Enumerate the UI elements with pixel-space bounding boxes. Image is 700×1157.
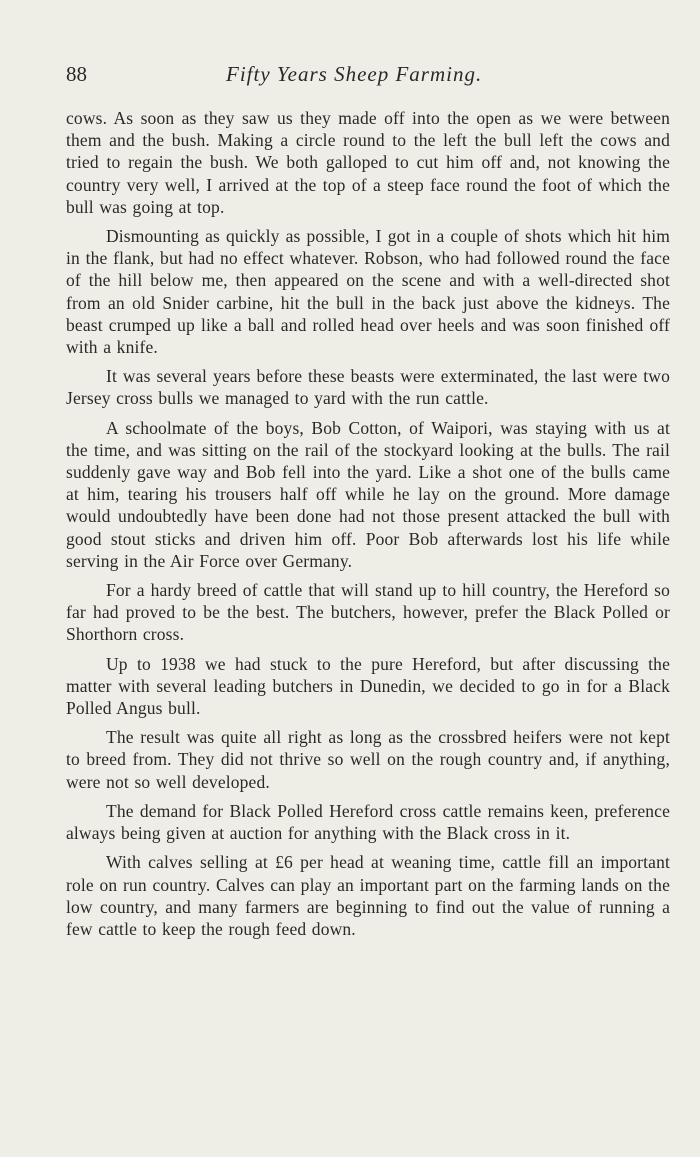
body-text [66,107,670,940]
paragraph-7: The result was quite all right as long as the crossbred heifers were not kept to breed from. They did not thrive so well on the rough country and, if anything, were not so well developed. [66,727,670,792]
paragraph-8: The demand for Black Polled Hereford cross cattle remains keen, preference always being given at auction for anything with the Black cross in it. [66,800,670,844]
paragraph-9: With calves selling at £6 per head at weaning time, cattle fill an important role on run country. Calves can play an important part on the farming lands on the low country, and many farmers are beginning to find out the value of running a few cattle to keep the rough feed down. [66,852,670,939]
paragraph-2: Dismounting as quickly as possible, I got in a couple of shots which hit him in the flank, but had no effect whatever. Robson, who had followed round the face of the hill below me, then appeared on the scene and with a well-directed shot from an old Snider carbine, hit the bull in the back just above the kidneys. The beast crumped up like a ball and rolled head over heels and was soon finished off with a knife. [66,226,670,358]
paragraph-6: Up to 1938 we had stuck to the pure Hereford, but after discussing the matter with several leading butchers in Dunedin, we decided to go in for a Black Polled Angus bull. [66,653,670,719]
paragraph-5: For a hardy breed of cattle that will stand up to hill country, the Hereford so far had proved to be the best. The butchers, however, prefer the Black Polled or Shorthorn cross. [66,580,670,645]
page-number: 88 [66,62,87,86]
paragraph-3: It was several years before these beasts were exterminated, the last were two Jersey cross bulls we managed to yard with the run cattle. [66,366,670,409]
page-header [66,62,670,87]
paragraph-1: cows. As soon as they saw us they made off into the open as we were between them and the bush. Making a circle round to the left the bull left the cows and tried to regain the bush. We both galloped to cut him off and, not knowing the country very well, I arrived at the top of a steep face round the foot of which the bull was going at top. [66,108,670,217]
running-title: Fifty Years Sheep Farming. [226,62,483,86]
paragraph-4: A schoolmate of the boys, Bob Cotton, of Waipori, was staying with us at the time, and was sitting on the rail of the stockyard looking at the bulls. The rail suddenly gave way and Bob fell into the yard. Like a shot one of the bulls came at him, tearing his trousers half off while he lay on the ground. More damage would undoubtedly have been done had not those present attacked the bull with good stout sticks and driven him off. Poor Bob afterwards lost his life while serving in the Air Force over Germany. [66,417,670,571]
